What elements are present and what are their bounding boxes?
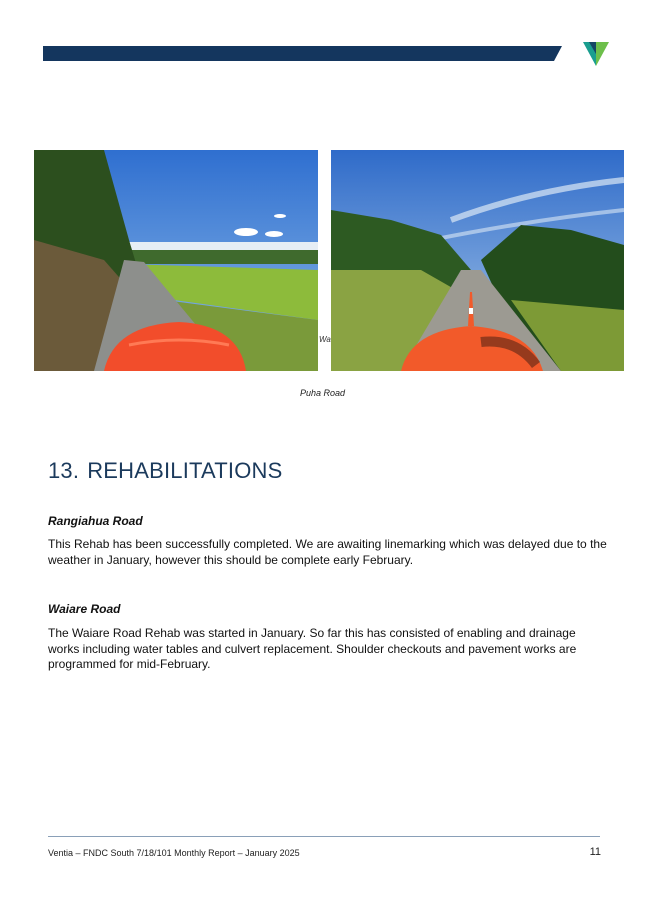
photo-caption: Puha Road	[299, 388, 346, 398]
ventia-logo-icon	[583, 42, 609, 66]
waiare-heading: Waiare Road	[48, 602, 121, 616]
section-number: 13.	[48, 458, 80, 483]
rangiahua-heading: Rangiahua Road	[48, 514, 143, 528]
page-number: 11	[589, 846, 601, 858]
footer-text: Ventia – FNDC South 7/18/101 Monthly Report – January 2025	[48, 848, 300, 858]
road-photo-left	[34, 150, 318, 371]
footer-divider	[48, 836, 600, 837]
header-bar	[43, 46, 562, 61]
photo-overlap-text: Wa	[319, 335, 331, 344]
road-photo-right	[331, 150, 624, 371]
waiare-body: The Waiare Road Rehab was started in January. So far this has consisted of enabling and drainage works including water tables and culvert replacement. Shoulder checkouts and pavement works are programmed for mid-February.	[48, 626, 577, 671]
section-heading: REHABILITATIONS	[87, 458, 283, 483]
rangiahua-body: This Rehab has been successfully completed. We are awaiting linemarking which was delayed due to the weather in January, however this should be complete early February.	[48, 537, 607, 567]
section-title	[48, 458, 283, 484]
